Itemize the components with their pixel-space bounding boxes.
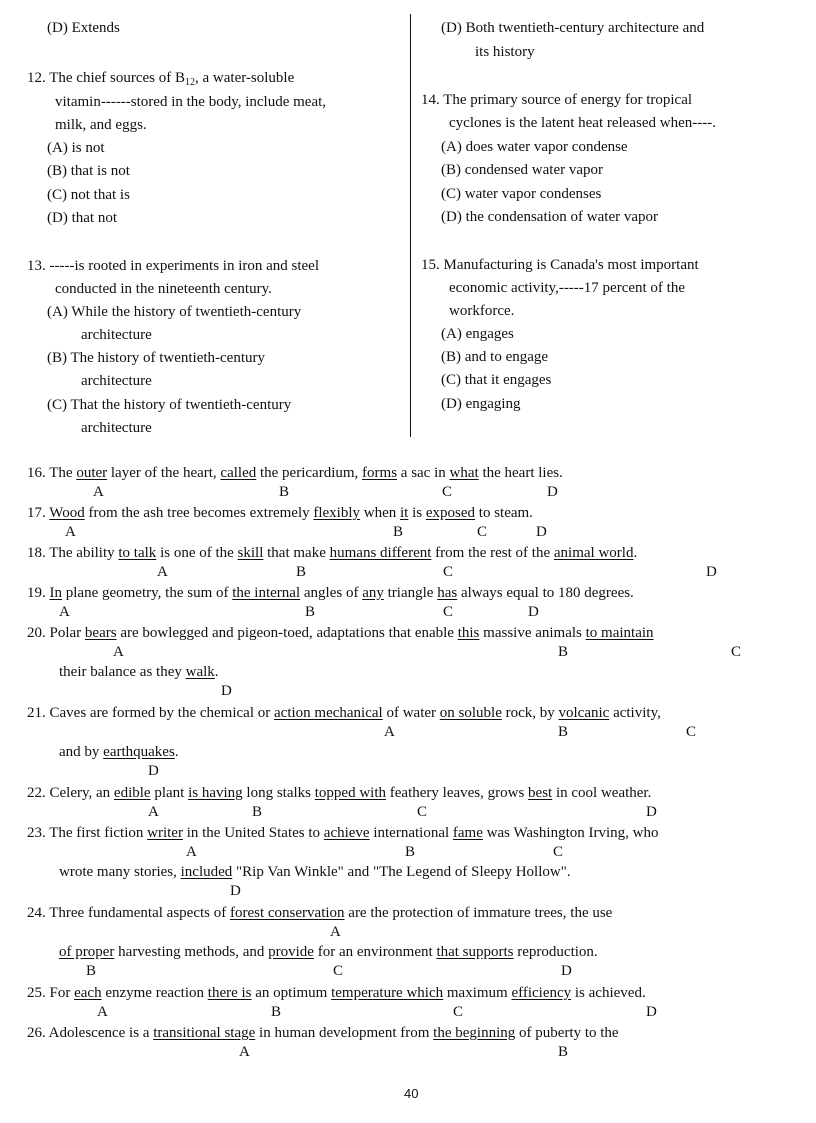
q22-label-c: C xyxy=(417,804,428,820)
q23-sentence: 23. The first fiction writer in the United States to achieve international fame was Washington Irving, who xyxy=(27,825,659,841)
q24-sentence-line2: of proper harvesting methods, and provide for an environment that supports reproduction. xyxy=(59,944,598,960)
q24-label-a: A xyxy=(330,924,341,940)
q26-underline-b: the beginning xyxy=(433,1025,516,1041)
q17-sentence: 17. Wood from the ash tree becomes extremely flexibly when it is exposed to steam. xyxy=(27,505,533,521)
q18-label-d: D xyxy=(706,564,717,580)
q12-stem-line2: vitamin------stored in the body, include meat, xyxy=(55,94,327,110)
q19-underline-a: In xyxy=(49,585,62,601)
q26-underline-a: transitional stage xyxy=(153,1025,256,1041)
q18-underline-d: animal world xyxy=(553,545,634,561)
q17-underline-c: it xyxy=(400,505,409,521)
q13-option-c: (C) That the history of twentieth-century xyxy=(47,397,292,413)
q12-option-d: (D) that not xyxy=(47,210,117,226)
q19-underline-b: the internal xyxy=(232,585,301,601)
q16-underline-b: called xyxy=(220,465,257,481)
q18-sentence: 18. The ability to talk is one of the skill that make humans different from the rest of the animal world. xyxy=(27,545,638,561)
q12-stem-line3: milk, and eggs. xyxy=(55,117,147,133)
q20-sentence: 20. Polar bears are bowlegged and pigeon-toed, adaptations that enable this massive animals to maintain xyxy=(27,625,654,641)
q25-underline-d: efficiency xyxy=(511,985,572,1001)
q20-label-a: A xyxy=(113,644,124,660)
q21-underline-b: on soluble xyxy=(439,705,502,721)
q14-option-a: (A) does water vapor condense xyxy=(441,139,628,155)
q20-underline-a: bears xyxy=(84,625,117,641)
q13-stem-line2: conducted in the nineteenth century. xyxy=(55,281,272,297)
column-divider xyxy=(410,14,411,437)
q22-underline-b: is having xyxy=(188,785,243,801)
q12-stem-line1: 12. The chief sources of $B_{12}$, a water-soluble xyxy=(27,70,295,88)
q25-label-d: D xyxy=(646,1004,657,1020)
q13-option-c-cont: architecture xyxy=(81,420,152,436)
q16-underline-a: outer xyxy=(76,465,108,481)
q16-underline-d: what xyxy=(449,465,479,481)
q18-underline-a: to talk xyxy=(118,545,157,561)
q12-option-a: (A) is not xyxy=(47,140,105,156)
q25-underline-b: there is xyxy=(207,985,252,1001)
q20-label-d: D xyxy=(221,683,232,699)
q17-label-c: C xyxy=(477,524,488,540)
q25-label-b: B xyxy=(271,1004,282,1020)
q25-sentence: 25. For each enzyme reaction there is an optimum temperature which maximum efficiency is achieved. xyxy=(27,985,646,1001)
q23-label-a: A xyxy=(186,844,197,860)
q24-label-c: C xyxy=(333,963,344,979)
q25-label-c: C xyxy=(453,1004,464,1020)
q19-underline-c: any xyxy=(362,585,384,601)
q24-underline-d: that supports xyxy=(436,944,514,960)
q20-label-b: B xyxy=(558,644,569,660)
q16-label-b: B xyxy=(279,484,290,500)
q22-label-b: B xyxy=(252,804,263,820)
q21-underline-c: volcanic xyxy=(558,705,610,721)
q15-option-d: (D) engaging xyxy=(441,396,521,412)
q20-sentence-line2: their balance as they walk. xyxy=(59,664,219,680)
q26-sentence: 26. Adolescence is a transitional stage in human development from the beginning of puberty to the xyxy=(27,1025,619,1041)
q18-underline-b: skill xyxy=(237,545,264,561)
q19-label-c: C xyxy=(443,604,454,620)
q21-sentence-line2: and by earthquakes. xyxy=(59,744,179,760)
q23-underline-a: writer xyxy=(147,825,183,841)
q22-label-a: A xyxy=(148,804,159,820)
q15-option-a: (A) engages xyxy=(441,326,514,342)
q17-underline-b: flexibly xyxy=(313,505,361,521)
q22-underline-a: edible xyxy=(113,785,151,801)
q13-stem-line1: 13. -----is rooted in experiments in iron and steel xyxy=(27,258,320,274)
q26-label-b: B xyxy=(558,1044,569,1060)
q13-option-d: (D) Both twentieth-century architecture and xyxy=(441,20,705,36)
q21-label-b: B xyxy=(558,724,569,740)
q17-underline-d: exposed xyxy=(425,505,476,521)
q19-label-a: A xyxy=(59,604,70,620)
q17-label-d: D xyxy=(536,524,547,540)
q26-label-a: A xyxy=(239,1044,250,1060)
q22-sentence: 22. Celery, an edible plant is having long stalks topped with feathery leaves, grows best in cool weather. xyxy=(27,785,652,801)
q13-option-a: (A) While the history of twentieth-century xyxy=(47,304,302,320)
q14-stem-line1: 14. The primary source of energy for tropical xyxy=(421,92,693,108)
q15-stem-line2: economic activity,-----17 percent of the xyxy=(449,280,686,296)
q22-label-d: D xyxy=(646,804,657,820)
q11-option-d: (D) Extends xyxy=(47,20,120,36)
q12-option-c: (C) not that is xyxy=(47,187,130,203)
q21-label-c: C xyxy=(686,724,697,740)
q14-option-d: (D) the condensation of water vapor xyxy=(441,209,659,225)
q23-underline-d: included xyxy=(180,864,233,880)
q25-underline-c: temperature which xyxy=(331,985,444,1001)
q17-underline-a: Wood xyxy=(49,505,85,521)
q24-underline-a: forest conservation xyxy=(229,905,345,921)
q25-underline-a: each xyxy=(74,985,102,1001)
q20-underline-b: this xyxy=(457,625,480,641)
q16-label-d: D xyxy=(547,484,558,500)
q20-underline-c: to maintain xyxy=(585,625,654,641)
q16-label-c: C xyxy=(442,484,453,500)
q20-label-c: C xyxy=(731,644,742,660)
q24-underline-b: of proper xyxy=(59,944,115,960)
q24-label-d: D xyxy=(561,963,572,979)
q23-sentence-line2: wrote many stories, included "Rip Van Winkle" and "The Legend of Sleepy Hollow". xyxy=(59,864,571,880)
q23-label-c: C xyxy=(553,844,564,860)
q21-label-a: A xyxy=(384,724,395,740)
q16-label-a: A xyxy=(93,484,104,500)
q19-sentence: 19. In plane geometry, the sum of the internal angles of any triangle has always equal to 180 degrees. xyxy=(27,585,634,601)
q15-stem-line3: workforce. xyxy=(449,303,515,319)
q17-label-b: B xyxy=(393,524,404,540)
q21-underline-d: earthquakes xyxy=(103,744,175,760)
q18-label-a: A xyxy=(157,564,168,580)
q13-option-d-cont: its history xyxy=(475,44,535,60)
q20-underline-d: walk xyxy=(185,664,215,680)
q24-underline-c: provide xyxy=(268,944,314,960)
q24-label-b: B xyxy=(86,963,97,979)
q23-underline-c: fame xyxy=(452,825,483,841)
q17-label-a: A xyxy=(65,524,76,540)
q15-option-b: (B) and to engage xyxy=(441,349,549,365)
q21-sentence: 21. Caves are formed by the chemical or action mechanical of water on soluble rock, by volcanic activity, xyxy=(27,705,661,721)
q18-underline-c: humans different xyxy=(329,545,432,561)
q22-underline-c: topped with xyxy=(314,785,387,801)
q18-label-b: B xyxy=(296,564,307,580)
q18-label-c: C xyxy=(443,564,454,580)
q15-stem-line1: 15. Manufacturing is Canada's most important xyxy=(421,257,699,273)
q21-label-d: D xyxy=(148,763,159,779)
q14-stem-line2: cyclones is the latent heat released when----. xyxy=(449,115,716,131)
q13-option-b: (B) The history of twentieth-century xyxy=(47,350,265,366)
q13-option-a-cont: architecture xyxy=(81,327,152,343)
q14-option-c: (C) water vapor condenses xyxy=(441,186,602,202)
q23-underline-b: achieve xyxy=(323,825,370,841)
q16-sentence: 16. The outer layer of the heart, called the pericardium, forms a sac in what the heart lies. xyxy=(27,465,563,481)
q24-sentence: 24. Three fundamental aspects of forest conservation are the protection of immature trees, the use xyxy=(27,905,613,921)
page-number: 40 xyxy=(404,1086,419,1101)
q23-label-b: B xyxy=(405,844,416,860)
q16-underline-c: forms xyxy=(362,465,398,481)
q22-underline-d: best xyxy=(528,785,553,801)
q25-label-a: A xyxy=(97,1004,108,1020)
q19-label-d: D xyxy=(528,604,539,620)
q15-option-c: (C) that it engages xyxy=(441,372,552,388)
q13-option-b-cont: architecture xyxy=(81,373,152,389)
q19-underline-d: has xyxy=(437,585,458,601)
q23-label-d: D xyxy=(230,883,241,899)
q19-label-b: B xyxy=(305,604,316,620)
q12-option-b: (B) that is not xyxy=(47,163,130,179)
q21-underline-a: action mechanical xyxy=(274,705,383,721)
q14-option-b: (B) condensed water vapor xyxy=(441,162,604,178)
